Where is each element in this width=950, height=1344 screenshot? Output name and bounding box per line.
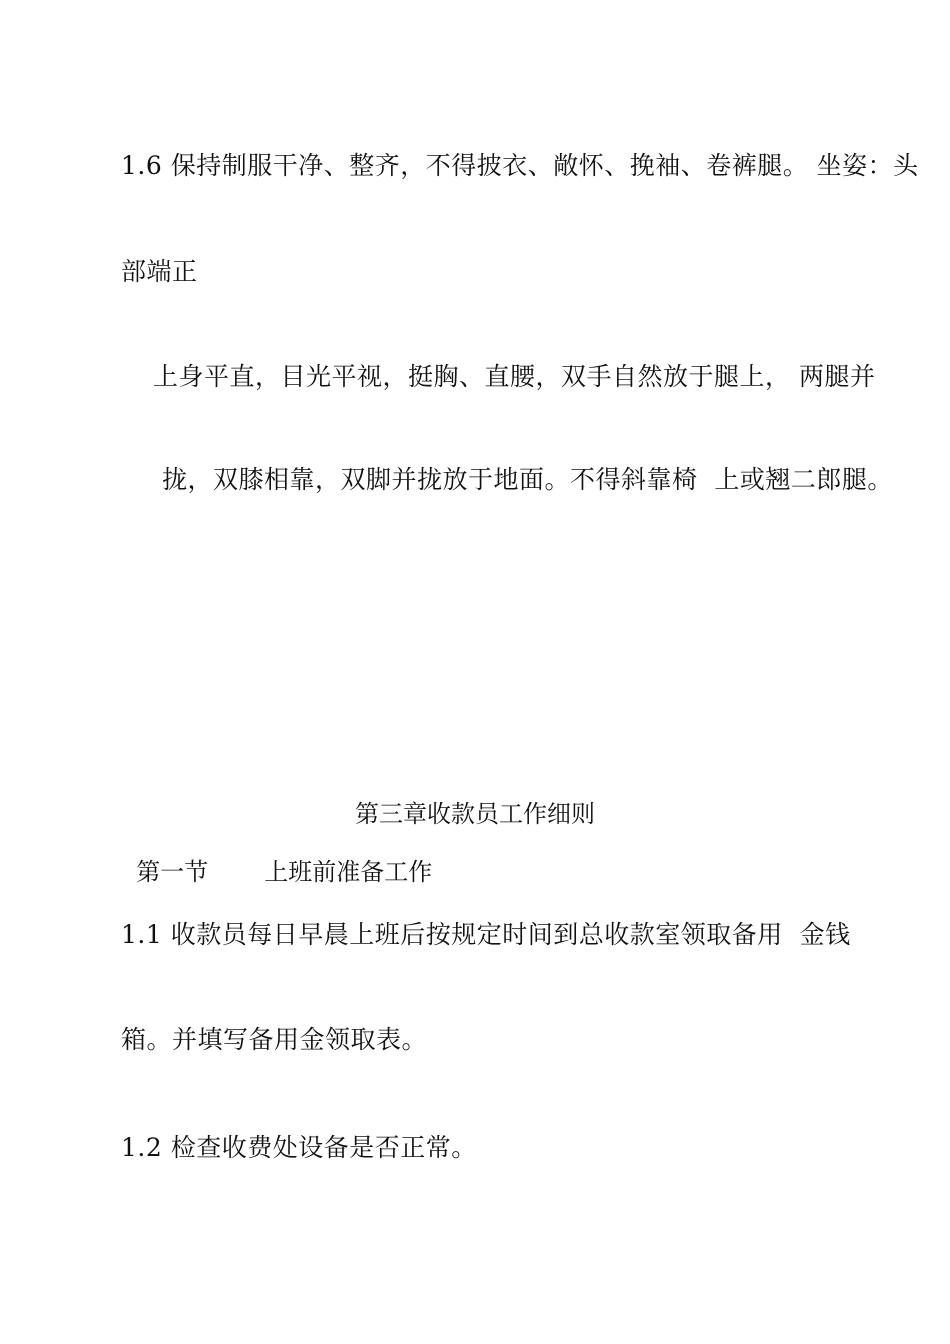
section-title: 上班前准备工作 — [264, 858, 433, 886]
list-item-line: 箱。并填写备用金领取表。 — [121, 1025, 428, 1054]
paragraph-line: 1.6 保持制服干净、整齐，不得披衣、敞怀、挽袖、卷裤腿。 坐姿：头 — [121, 151, 919, 180]
section-heading — [121, 830, 432, 886]
list-item: 1.2 检查收费处设备是否正常。 — [121, 1133, 477, 1162]
paragraph-line: 上身平直，目光平视，挺胸、直腰，双手自然放于腿上， 两腿并 — [153, 362, 876, 391]
paragraph-line: 部端正 — [121, 257, 198, 286]
list-item-line: 1.1 收款员每日早晨上班后按规定时间到总收款室领取备用 金钱 — [121, 920, 851, 949]
paragraph-line: 拢，双膝相靠，双脚并拢放于地面。不得斜靠椅 上或翘二郎腿。 — [162, 465, 893, 494]
section-number: 第一节 — [136, 858, 209, 886]
chapter-title: 第三章收款员工作细则 — [355, 800, 595, 828]
